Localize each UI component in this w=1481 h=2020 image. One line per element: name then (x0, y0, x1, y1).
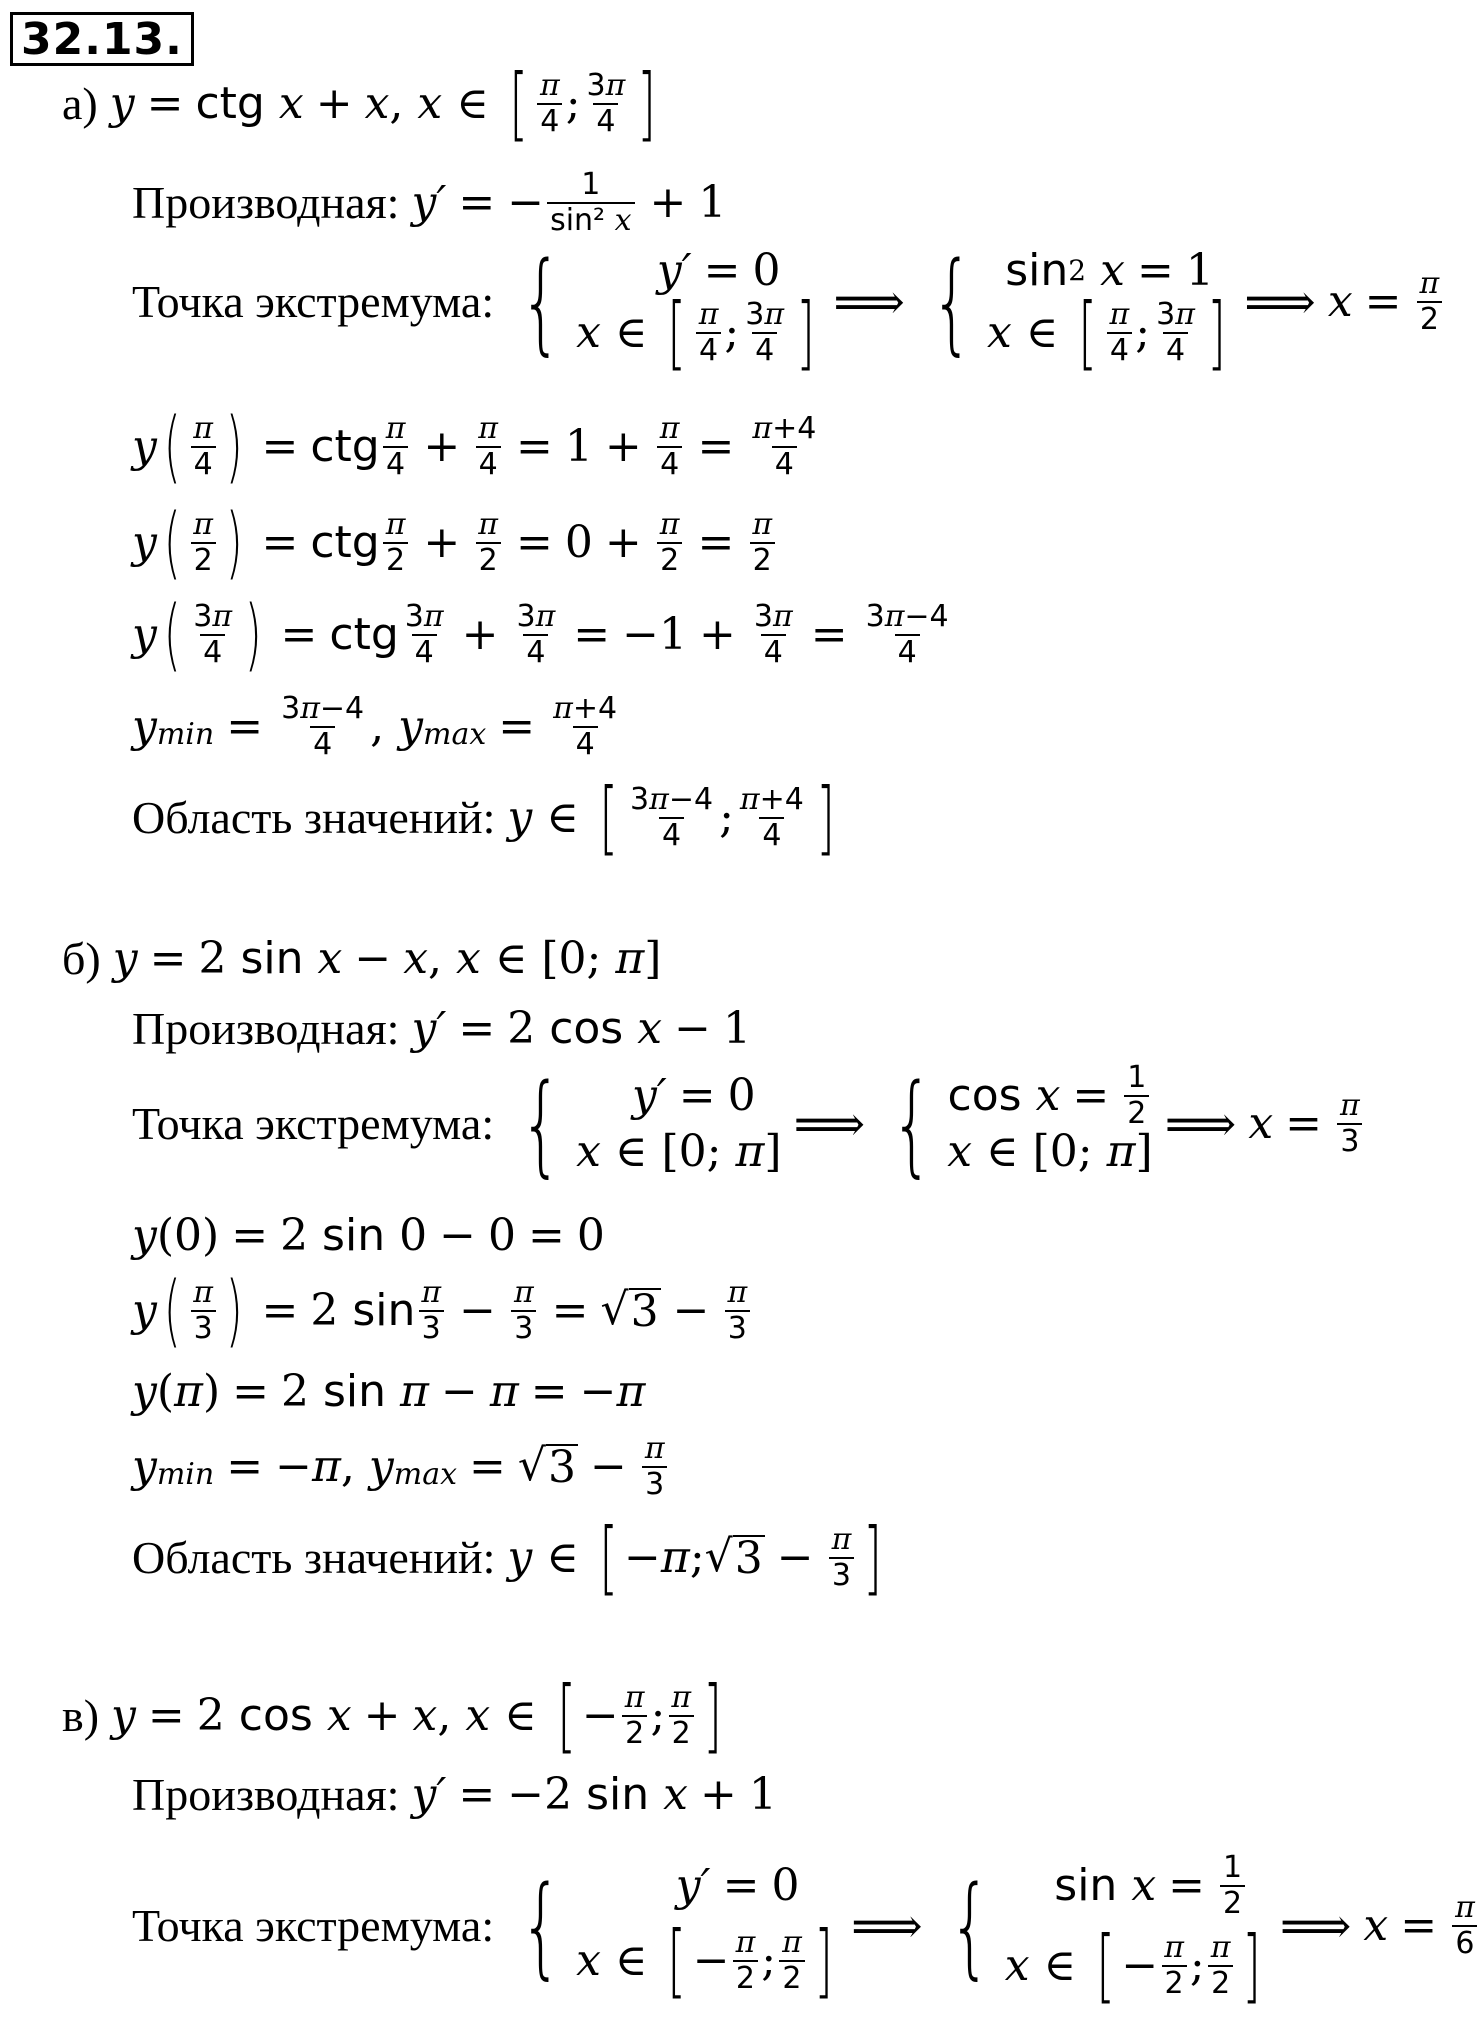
part-b-range-label: Область значений: (132, 1532, 496, 1583)
part-a-value-pi2: y ( $\frac{\pi}{2}$ ) = ctg $\frac{\pi}{2}$ + $\frac{\pi}{2}$ = 0 + $\frac{\pi}{2}$ = $\frac{\pi}{2}$ (132, 508, 778, 578)
part-b-derivative-label: Производная: (132, 1003, 400, 1054)
part-c-label: в) (62, 1690, 100, 1741)
part-a-extremum: Точка экстремума: { y′ = 0 x ∈ [ $\frac{\pi}{4}$ ; $\frac{3\pi}{4}$ ] ⟹ { sin 2 x = 1 x ∈ [ $\frac{\pi}{4}$ ; $\frac{3\pi}{4}$ ] ⟹ x = $\frac{\pi}{2}$ (132, 240, 1445, 364)
part-c-function: в) y = 2 cos x + x , x ∈ [ − $\frac{\pi}{2}$ ; $\frac{\pi}{2}$ ] (62, 1669, 723, 1762)
part-a-label: а) (62, 78, 98, 129)
part-b-label: б) (62, 933, 101, 984)
part-a-range: Область значений: y ∈ [ $\frac{3\pi-4}{4}$ ; $\frac{\pi+4}{4}$ ] (132, 771, 835, 864)
part-b-derivative: Производная: y′ = 2 cos x − 1 (132, 1003, 751, 1054)
part-b-value-0: y (0) = 2 sin 0 − 0 = 0 (132, 1210, 605, 1261)
part-b-range: Область значений: y ∈ [ − π ; √ 3 − $\frac{\pi}{3}$ ] (132, 1511, 883, 1604)
part-b-extremum-label: Точка экстремума: (132, 1098, 495, 1149)
part-a-minmax: y min = $\frac{3\pi-4}{4}$ , y max = $\frac{\pi+4}{4}$ (132, 691, 618, 762)
part-a-range-label: Область значений: (132, 792, 496, 843)
problem-number: 32.13. (10, 12, 194, 66)
part-b-value-pi3: y ( $\frac{\pi}{3}$ ) = 2 sin $\frac{\pi}{3}$ − $\frac{\pi}{3}$ = √ 3 − $\frac{\pi}{3}$ (132, 1276, 753, 1346)
part-a-derivative-label: Производная: (132, 177, 400, 228)
part-a-value-3pi4: y ( $\frac{3\pi}{4}$ ) = ctg $\frac{3\pi}{4}$ + $\frac{3\pi}{4}$ = −1 + $\frac{3\pi}{4}$ = $\frac{3\pi-4}{4}$ (132, 590, 949, 680)
part-b-minmax: y min = − π , y max = √ 3 − $\frac{\pi}{3}$ (132, 1432, 671, 1502)
part-c-extremum: Точка экстремума: { y′ = 0 x ∈ [ − $\frac{\pi}{2}$ ; $\frac{\pi}{2}$ ] ⟹ { sin x = $\frac{1}{2}$ x ∈ [ − $\frac{\pi}{2}$ ; $\frac{\pi}{2}$ ] ⟹ x = $\frac{\pi}{6}$ (132, 1846, 1481, 2006)
part-a-extremum-label: Точка экстремума: (132, 276, 495, 327)
part-c-derivative: Производная: y′ = −2 sin x + 1 (132, 1769, 777, 1820)
part-a-derivative: Производная: y′ = − $\frac{1}{\text{sin² x}}$ + 1 (132, 167, 727, 238)
part-b-extremum: Точка экстремума: { y′ = 0 x ∈ [0; π ] ⟹ { cos x = $\frac{1}{2}$ x ∈ [0; π ] ⟹ x = $\frac{\pi}{3}$ (132, 1068, 1366, 1180)
part-c-derivative-label: Производная: (132, 1769, 400, 1820)
part-a-value-pi4: y ( $\frac{\pi}{4}$ ) = ctg $\frac{\pi}{4}$ + $\frac{\pi}{4}$ = 1 + $\frac{\pi}{4}$ = $\frac{\pi+4}{4}$ (132, 402, 817, 492)
part-a-function: а) y = ctg x + x , x ∈ [ $\frac{\pi}{4}$ ; $\frac{3\pi}{4}$ ] (62, 57, 657, 150)
part-c-extremum-label: Точка экстремума: (132, 1900, 495, 1951)
part-b-function: б) y = 2 sin x − x , x ∈ [0; π ] (62, 933, 662, 984)
part-b-value-pi: y ( π ) = 2 sin π − π = − π (132, 1366, 646, 1417)
